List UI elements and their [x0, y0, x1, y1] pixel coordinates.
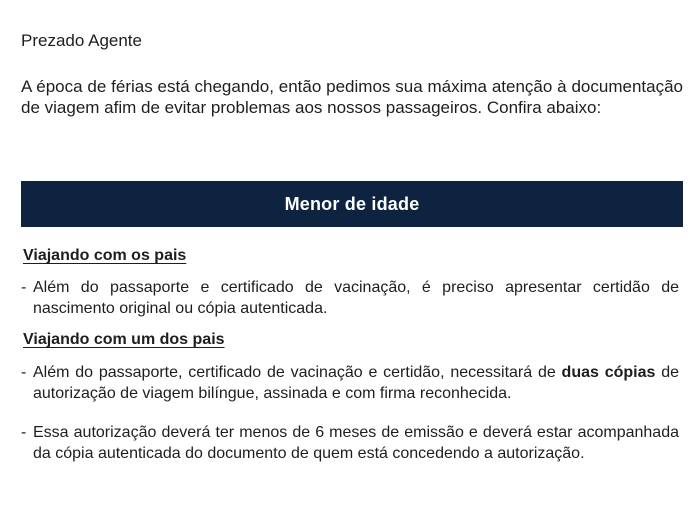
bullet-text-emphasis: duas cópias — [561, 364, 656, 381]
intro-paragraph: A época de férias está chegando, então pedimos sua máxima atenção à documentação de viagem afim de evitar problemas aos nossos passageiros. Confira abaixo: — [21, 77, 683, 117]
bullet-text: Essa autorização deverá ter menos de 6 meses de emissão e deverá estar acompanhada da cópia autenticada do documento de quem está concedendo a autorização. — [33, 424, 679, 462]
bullet-text — [33, 362, 679, 404]
section-heading-one-parent: Viajando com um dos pais — [23, 331, 225, 348]
bullet-dash: - — [21, 424, 27, 441]
bullet-dash: - — [21, 279, 27, 296]
section-banner — [21, 181, 683, 227]
bullet-dash: - — [21, 364, 27, 381]
banner-title: Menor de idade — [284, 193, 420, 214]
section-heading-with-parents: Viajando com os pais — [23, 247, 187, 264]
bullet-item — [21, 362, 679, 404]
bullet-text-part: de autorização de viagem bilíngue, assinada e com firma reconhecida. — [33, 364, 679, 402]
bullet-text-part: Além do passaporte, certificado de vacinação e certidão, necessitará de — [33, 364, 562, 381]
bullet-item — [21, 422, 679, 464]
greeting-text: Prezado Agente — [21, 31, 142, 50]
bullet-text: Além do passaporte e certificado de vacinação, é preciso apresentar certidão de nascimento original ou cópia autenticada. — [33, 279, 679, 317]
bullet-item — [21, 277, 679, 319]
